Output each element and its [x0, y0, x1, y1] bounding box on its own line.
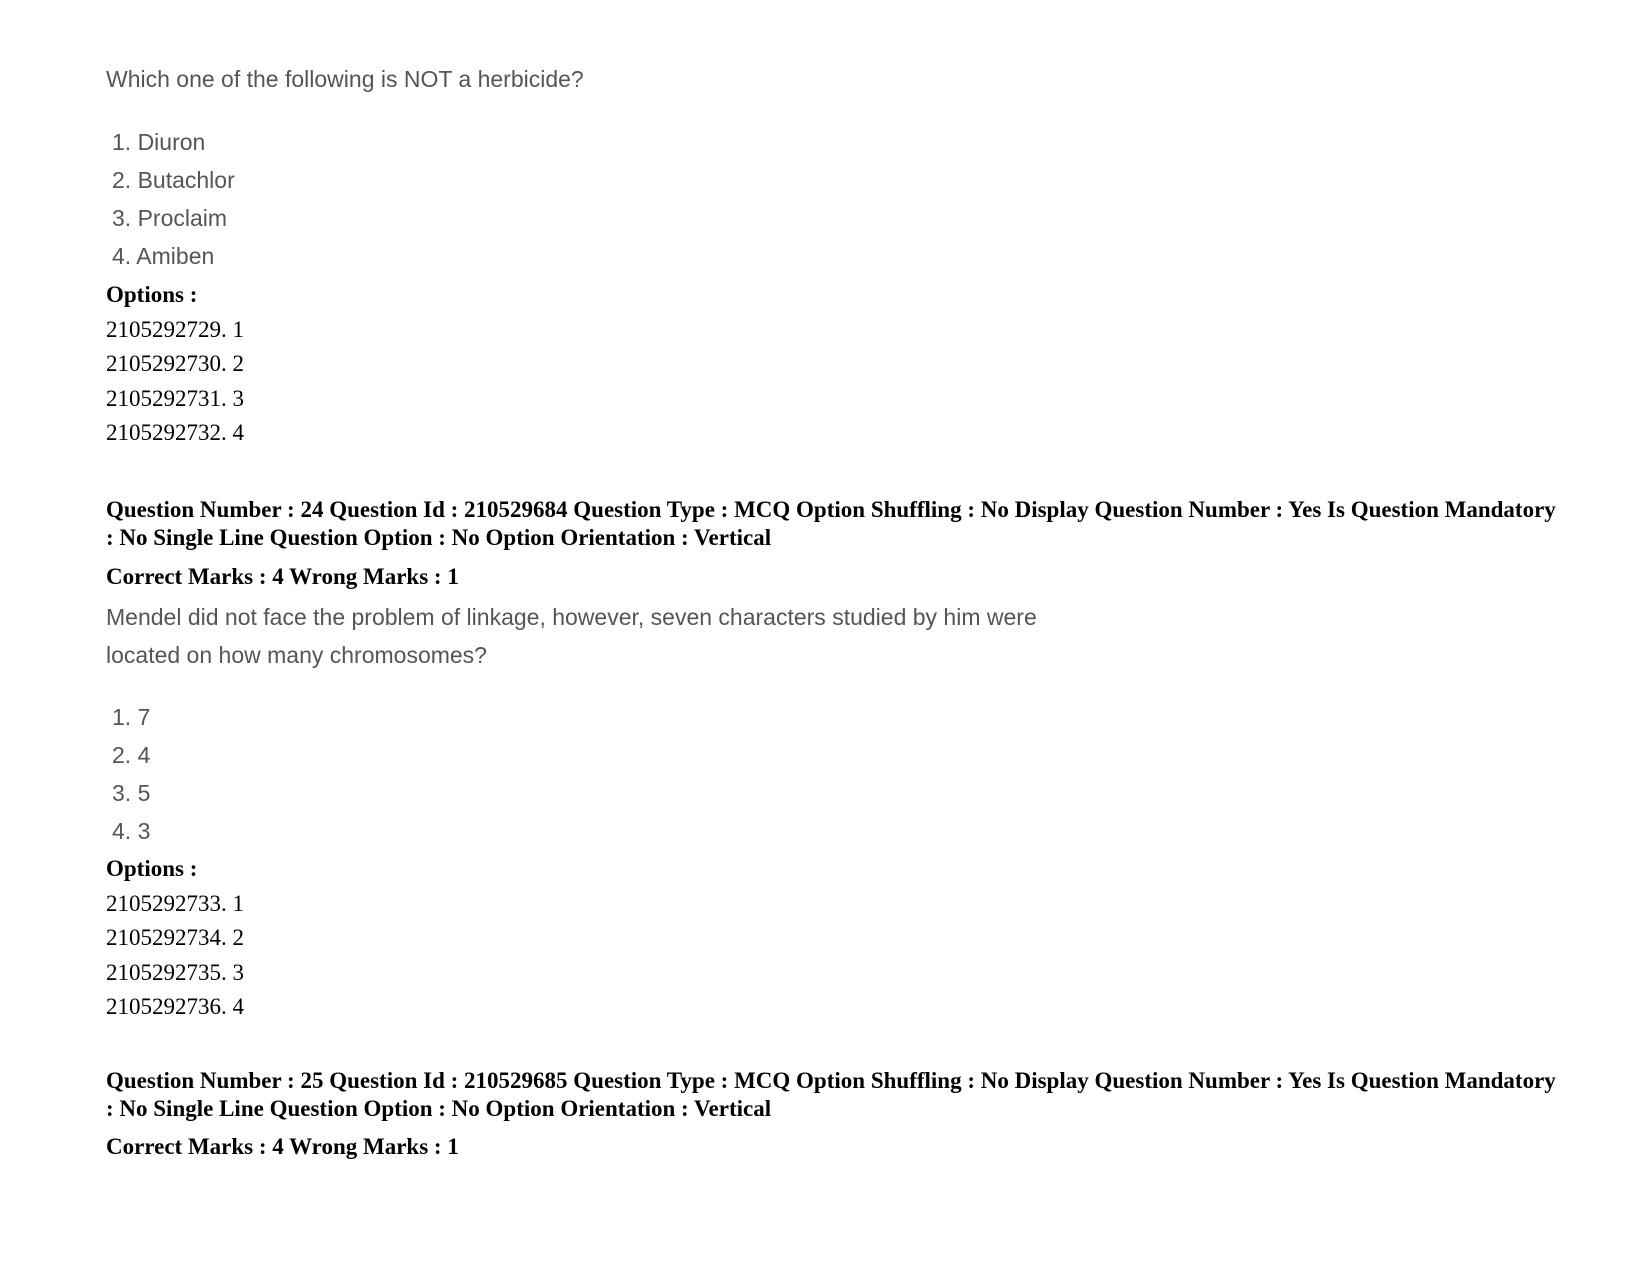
question-23-choice-list [106, 123, 235, 275]
choice-item: 3. Proclaim [112, 205, 228, 231]
choice-item: 1. Diuron [112, 129, 206, 155]
question-23-options [106, 278, 244, 451]
option-item: 2105292735. 3 [106, 959, 244, 985]
question-text-line: Mendel did not face the problem of linkage, however, seven characters studied by him were [106, 604, 1037, 630]
choice-item: 4. Amiben [112, 243, 215, 269]
question-text: Which one of the following is NOT a herbicide? [106, 66, 584, 92]
question-meta: Question Number : 24 Question Id : 210529684 Question Type : MCQ Option Shuffling : No Display Question Number : Yes Is Question Mandatory : No Single Line Question Option : No Option Orientation : Vertical [106, 497, 1556, 550]
question-25-meta [106, 1067, 1566, 1123]
question-24-options [106, 852, 244, 1025]
option-item: 2105292736. 4 [106, 994, 244, 1019]
choice-item: 2. Butachlor [112, 167, 235, 193]
question-24-text [106, 598, 1037, 674]
options-label: Options : [106, 856, 198, 881]
options-label: Options : [106, 282, 198, 307]
question-meta: Question Number : 25 Question Id : 210529685 Question Type : MCQ Option Shuffling : No Display Question Number : Yes Is Question Mandatory : No Single Line Question Option : No Option Orientation : Vertical [106, 1068, 1556, 1121]
choice-item: 4. 3 [112, 818, 151, 844]
option-item: 2105292733. 1 [106, 890, 244, 916]
option-item: 2105292729. 1 [106, 316, 244, 342]
option-item: 2105292734. 2 [106, 925, 244, 950]
option-item: 2105292732. 4 [106, 420, 244, 445]
question-24-meta [106, 496, 1566, 552]
question-25-marks [106, 1130, 459, 1165]
option-item: 2105292731. 3 [106, 385, 244, 411]
question-24-choice-list [106, 698, 150, 850]
question-marks: Correct Marks : 4 Wrong Marks : 1 [106, 564, 459, 589]
question-23-text [106, 60, 584, 98]
choice-item: 3. 5 [112, 780, 151, 806]
option-item: 2105292730. 2 [106, 351, 244, 376]
question-marks: Correct Marks : 4 Wrong Marks : 1 [106, 1134, 459, 1159]
choice-item: 1. 7 [112, 704, 151, 730]
question-text-line: located on how many chromosomes? [106, 642, 487, 668]
question-24-marks [106, 560, 459, 595]
choice-item: 2. 4 [112, 742, 151, 768]
